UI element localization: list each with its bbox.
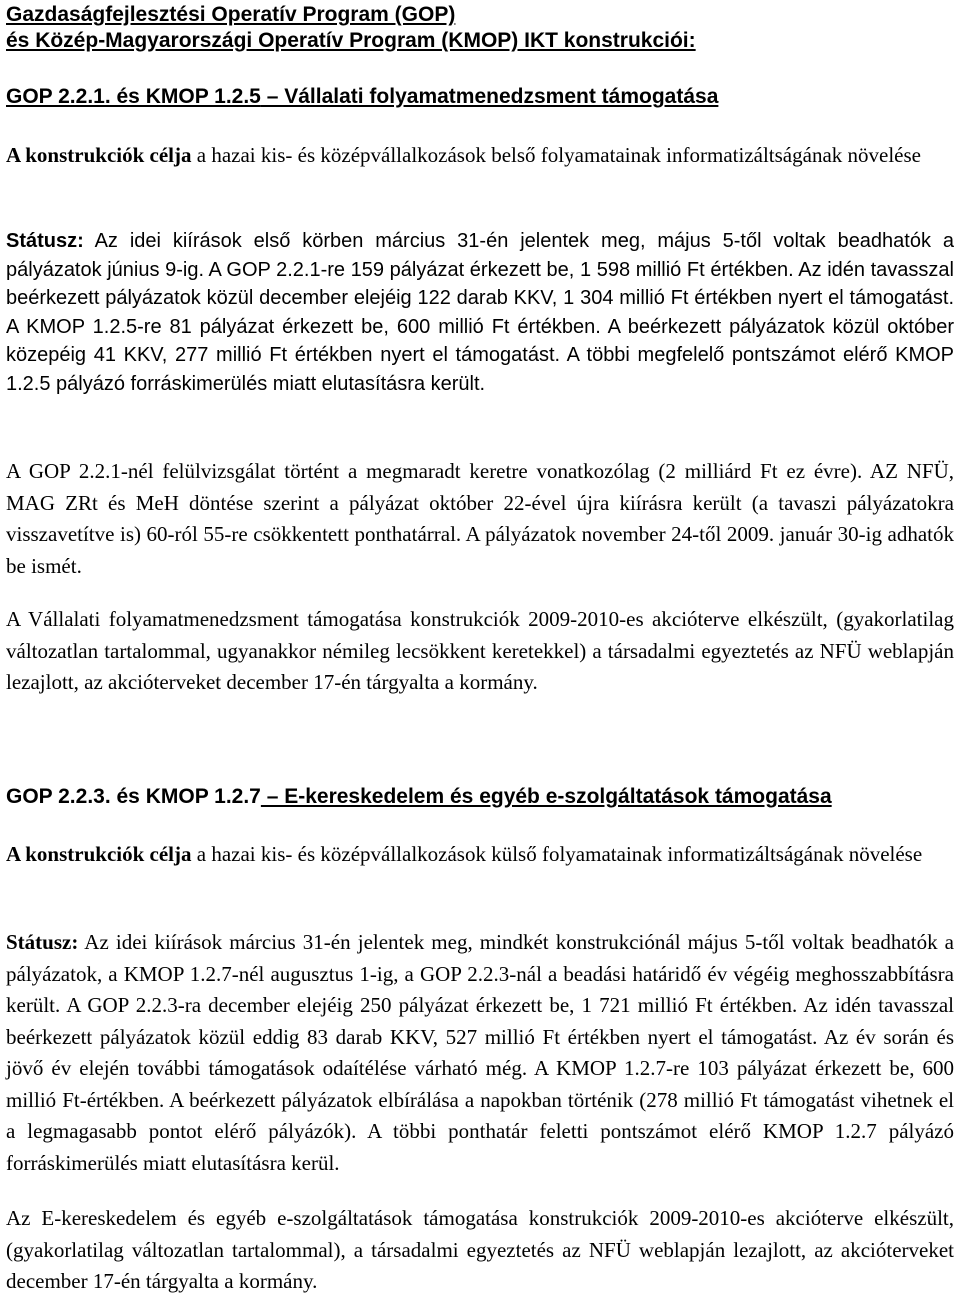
section2-paragraph-3: Az E-kereskedelem és egyéb e-szolgáltatások támogatása konstrukciók 2009-2010-es akcióterve elkészült, (gyakorlatilag változatlan tartalommal), a társadalmi egyeztetés az NFÜ weblapján lezajlott, az akcióterveket december 17-én tárgyalta a kormány. xyxy=(6,1206,954,1293)
section1-status-label: Státusz: xyxy=(6,230,84,252)
document-title xyxy=(6,2,954,54)
section2-goal-text: a hazai kis- és középvállalkozások külső folyamatainak informatizáltságának növelése xyxy=(191,842,923,866)
section2-goal-label: A konstrukciók célja xyxy=(6,842,192,866)
section1-heading-code: GOP 2.2.1. és KMOP 1.2.5 xyxy=(6,85,261,108)
section1-status-text: Az idei kiírások első körben március 31-én jelentek meg, május 5-től voltak beadhatók a pályázatok június 9-ig. A GOP 2.2.1-re 159 pályázat érkezett be, 1 598 millió Ft értékben. Az idén tavasszal beérkezett pályázatok közül december elejéig 122 darab KKV, 1 304 millió Ft értékben nyert el támogatást. A KMOP 1.2.5-re 81 pályázat érkezett be, 600 millió Ft értékben. A beérkezett pályázatok közül október közepéig 41 KKV, 277 millió Ft értékben nyert el támogatást. A többi megfelelő pontszámot elérő KMOP 1.2.5 pályázó forráskimerülés miatt elutasításra került. xyxy=(6,230,954,395)
section1-heading-title: – Vállalati folyamatmenedzsment támogatása xyxy=(260,85,719,108)
section1-paragraph-2: A GOP 2.2.1-nél felülvizsgálat történt a megmaradt keretre vonatkozólag (2 milliárd Ft ez évre). AZ NFÜ, MAG ZRt és MeH döntése szerint a pályázat október 22-ével újra kiírásra került (a tavaszi pályázatokra visszavetítve is) 60-ról 55-re csökkentett ponthatárral. A pályázatok november 24-től 2009. január 30-ig adhatók be ismét. xyxy=(6,459,954,578)
section1-paragraph-3: A Vállalati folyamatmenedzsment támogatása konstrukciók 2009-2010-es akcióterve elkészült, (gyakorlatilag változatlan tartalommal, ugyanakkor némileg lecsökkent keretekkel) a társadalmi egyeztetés az NFÜ weblapján lezajlott, az akcióterveket december 17-én tárgyalta a kormány. xyxy=(6,607,954,694)
section2-goal xyxy=(6,839,954,871)
section2-heading xyxy=(6,782,954,812)
section2-status-text: Az idei kiírások március 31-én jelentek meg, mindkét konstrukciónál május 5-től voltak beadhatók a pályázatok, a KMOP 1.2.7-nél augusztus 1-ig, a GOP 2.2.3-nál a beadási határidő év végéig meghosszabbításra került. A GOP 2.2.3-ra december elejéig 250 pályázat érkezett be, 1 721 millió Ft értékben. Az idén tavasszal beérkezett pályázatok közül eddig 83 darab KKV, 527 millió Ft értékben nyert el támogatást. Az év során és jövő év elején további támogatások odaítélése várható még. A KMOP 1.2.7-re 103 pályázat érkezett be, 600 millió Ft-értékben. A beérkezett pályázatok elbírálása a napokban történik (278 millió Ft támogatást vihetnek el a legmagasabb pontot elérő pályázók). A többi ponthatár feletti pontszámot elérő KMOP 1.2.7 pályázó forráskimerülés miatt elutasításra kerül. xyxy=(6,930,954,1175)
section1-status xyxy=(6,227,954,398)
section1-goal-text: a hazai kis- és középvállalkozások belső folyamatainak informatizáltságának növelése xyxy=(191,143,921,167)
section1-goal xyxy=(6,140,954,172)
section2-status-label: Státusz: xyxy=(6,930,79,954)
section2-status xyxy=(6,927,954,1179)
section2-heading-code: GOP 2.2.3. és KMOP 1.2.7 xyxy=(6,785,261,808)
section2-heading-title: – E-kereskedelem és egyéb e-szolgáltatások támogatása xyxy=(260,785,832,808)
section1-goal-label: A konstrukciók célja xyxy=(6,143,192,167)
title-line-2: és Közép-Magyarországi Operatív Program (KMOP) IKT konstrukciói: xyxy=(6,29,696,52)
title-line-1: Gazdaságfejlesztési Operatív Program (GOP) xyxy=(6,3,456,26)
section1-heading xyxy=(6,82,954,112)
